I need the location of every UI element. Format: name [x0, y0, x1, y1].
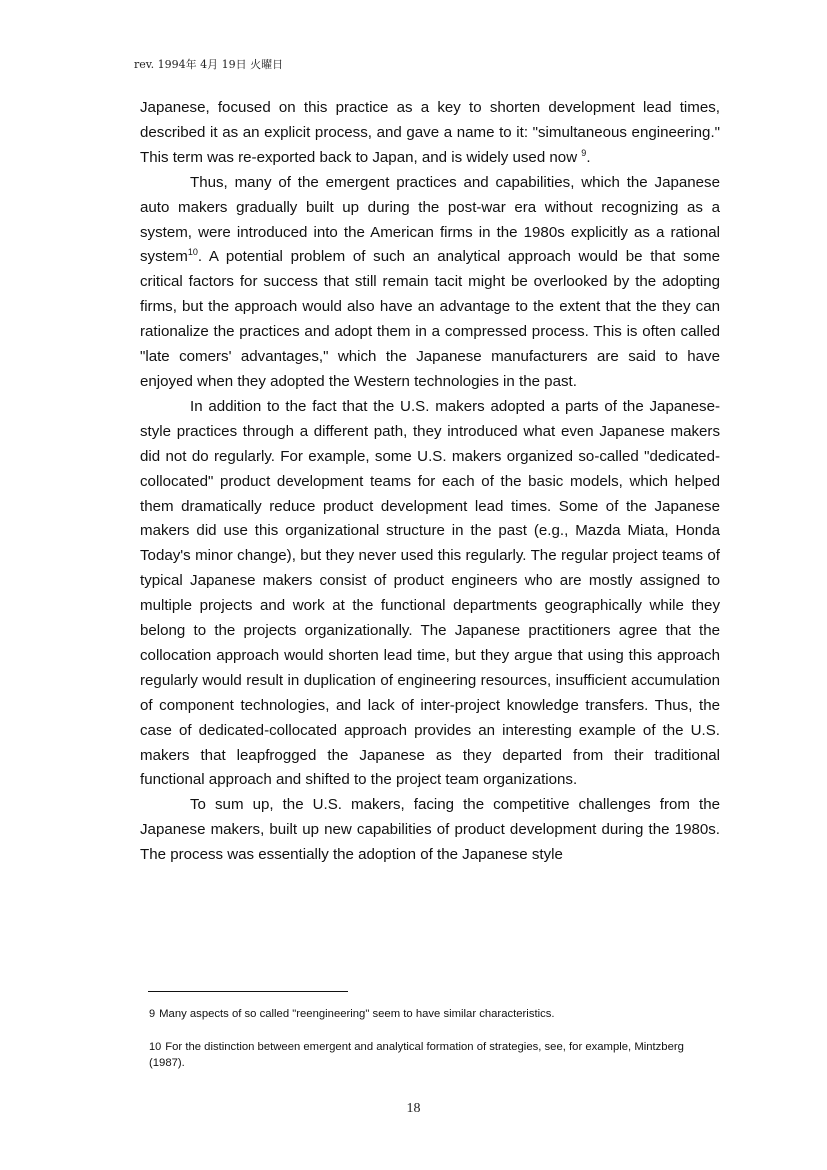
revision-header: rev. 1994年 4月 19日 火曜日 — [134, 58, 284, 71]
footnote — [149, 1006, 709, 1022]
page-number: 18 — [406, 1101, 421, 1116]
footnote-ref: 10 — [187, 247, 198, 258]
paragraph: In addition to the fact that the U.S. makers adopted a parts of the Japanese-style practices through a different path, they introduced what even Japanese makers did not do regularly. For example, some U.S. makers organized so-called "dedicated-collocated" product development teams for each of the basic models, which helped them dramatically reduce product development lead times. Some of the Japanese makers did use this organizational structure in the past (e.g., Mazda Miata, Honda Today's minor change), but they never used this regularly. The regular project teams of typical Japanese makers consist of product engineers who are mostly assigned to multiple projects and work at the functional departments geographically while they belong to the projects organizationally. The Japanese practitioners agree that the collocation approach would shorten lead time, but they argue that using this approach regularly would result in duplication of engineering resources, insufficient accumulation of component technologies, and lack of inter-project knowledge transfers. Thus, the case of dedicated-collocated approach provides an interesting example of the U.S. makers that leapfrogged the Japanese as they departed from their traditional functional approach and shifted to the project team organizations. — [140, 397, 720, 789]
footnote-text: For the distinction between emergent and analytical formation of strategies, see, for example, Mintzberg (1987). — [149, 1041, 684, 1069]
body-text — [140, 96, 720, 868]
paragraph: Japanese, focused on this practice as a key to shorten development lead times, described it as an explicit process, and gave a name to it: "simultaneous engineering." This term was re-exported back to Japan, and is widely used now $^9$. — [140, 99, 720, 166]
footnote-number: 9 — [149, 1008, 156, 1020]
paragraph: Thus, many of the emergent practices and capabilities, which the Japanese auto makers gradually built up during the post-war era without recognizing as a system, were introduced into the American firms in the 1980s explicitly as a rational system$^{10}$. A potential problem of such an analytical approach would be that some critical factors for success that still remain tacit might be overlooked by the adopting firms, but the approach would also have an advantage to the extent that the they can rationalize the practices and adopt them in a compressed process. This is often called "late comers' advantages," which the Japanese manufacturers are said to have enjoyed when they adopted the Western technologies in the past. — [140, 173, 720, 390]
paragraph: To sum up, the U.S. makers, facing the competitive challenges from the Japanese makers, built up new capabilities of product development during the 1980s. The process was essentially the adoption of the Japanese style — [140, 796, 720, 864]
footnote — [149, 1039, 709, 1071]
footnote-number: 10 — [149, 1041, 162, 1053]
footnote-text: Many aspects of so called "reengineering" seem to have similar characteristics. — [159, 1008, 555, 1020]
footnote-separator — [148, 991, 348, 992]
footnote-ref: 9 — [581, 147, 587, 158]
